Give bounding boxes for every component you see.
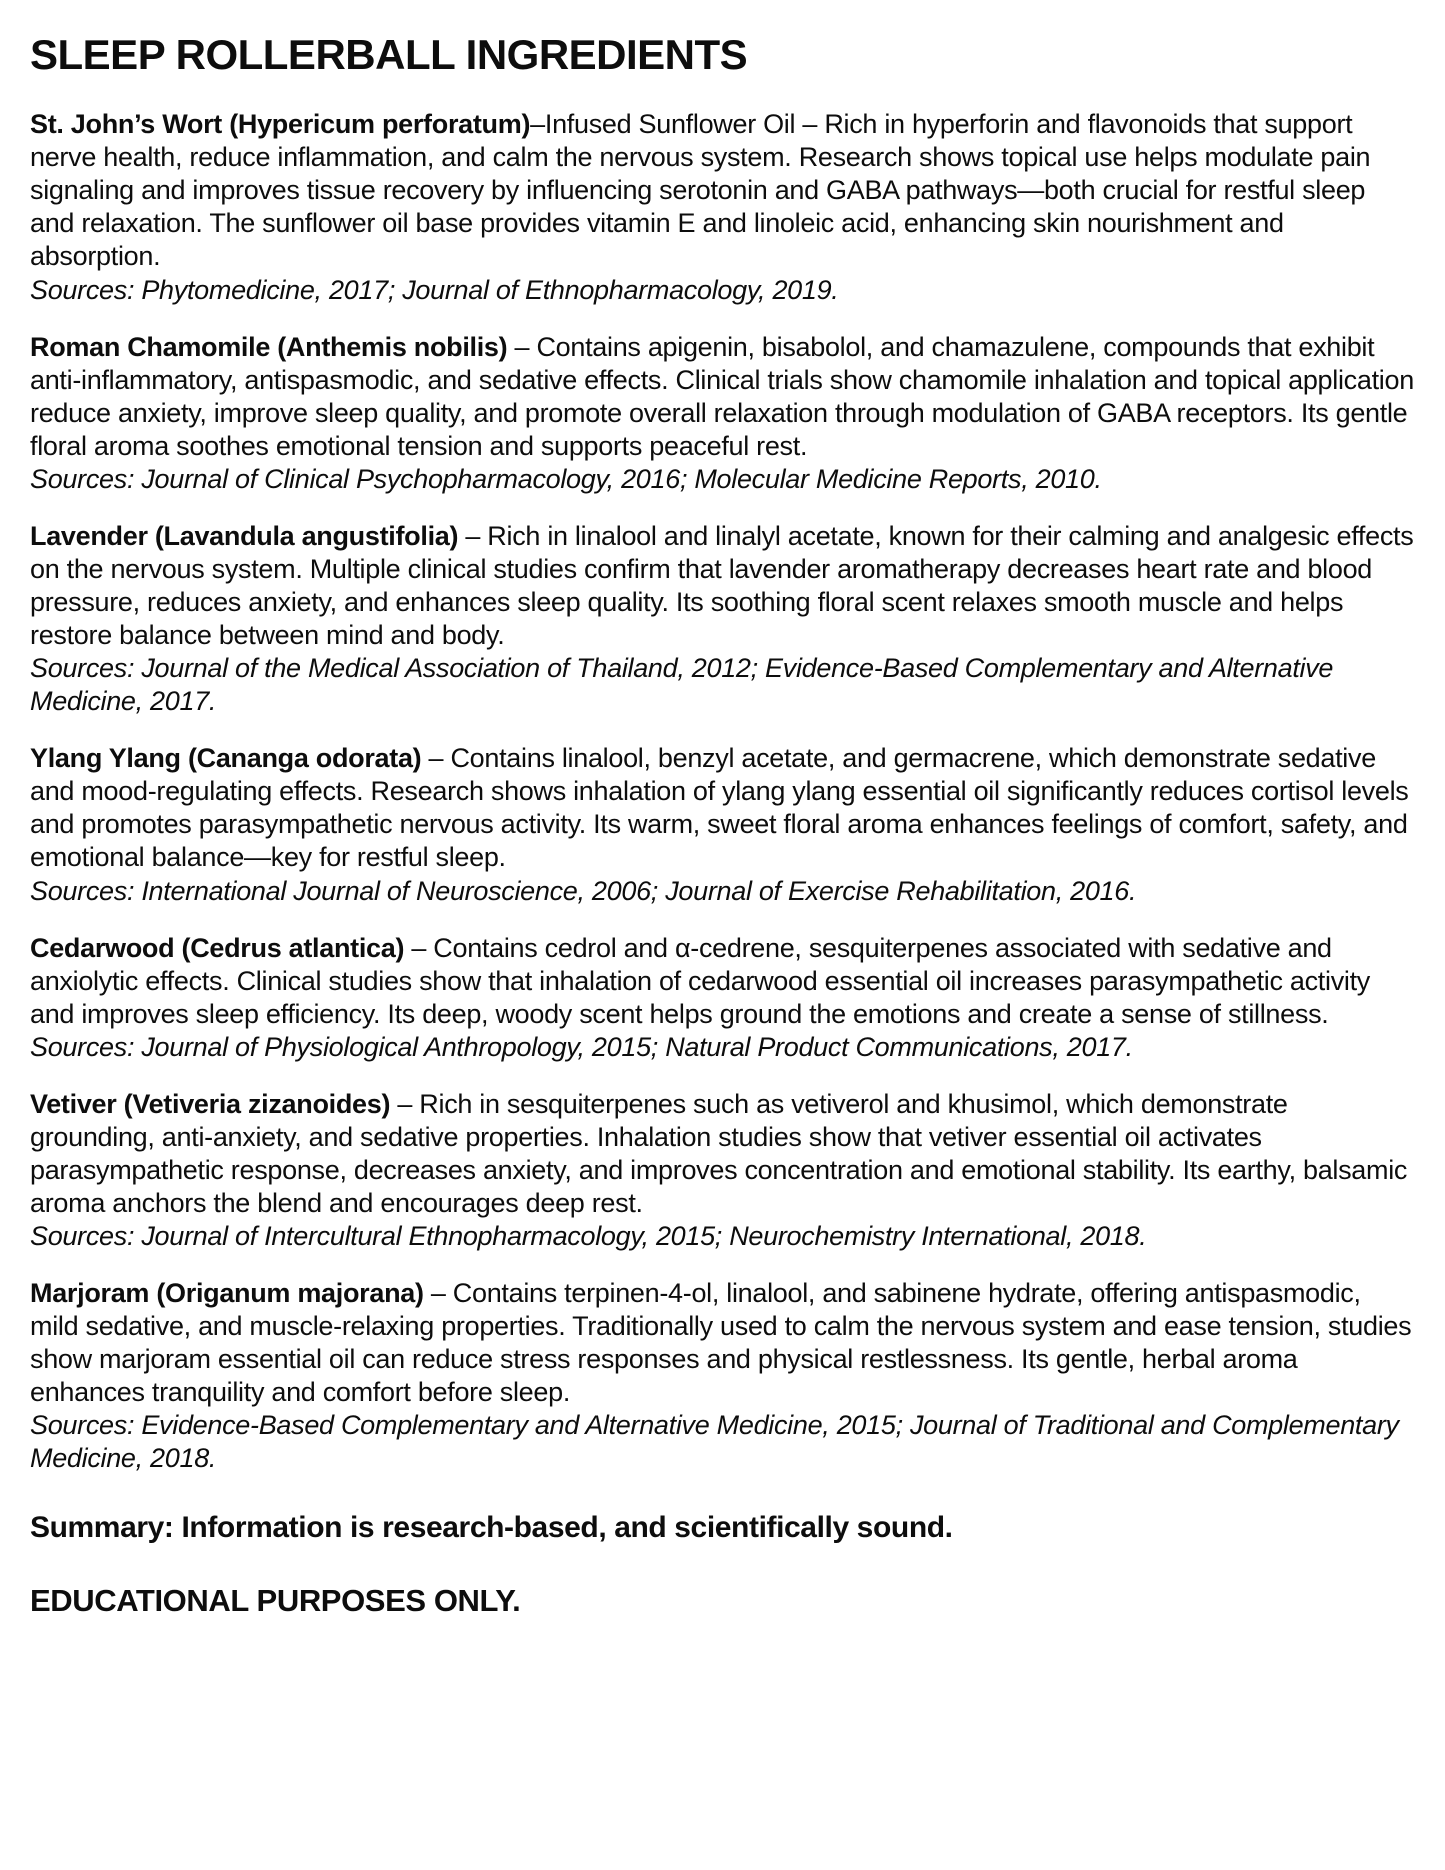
- ingredient-sources: Sources: Journal of the Medical Association of Thailand, 2012; Evidence-Based Complementary and Alternative Medicine, 2017.: [30, 653, 1334, 717]
- summary-statement: Summary: Information is research-based, and scientifically sound.: [30, 1510, 953, 1544]
- ingredient-sources: Sources: International Journal of Neuroscience, 2006; Journal of Exercise Rehabilitation, 2016.: [30, 875, 1137, 906]
- ingredient-section-marjoram: [30, 1277, 1415, 1475]
- ingredient-sources: Sources: Journal of Intercultural Ethnopharmacology, 2015; Neurochemistry International, 2018.: [30, 1221, 1147, 1252]
- ingredient-sources: Sources: Evidence-Based Complementary and Alternative Medicine, 2015; Journal of Traditional and Complementary Medicine, 2018.: [30, 1410, 1399, 1474]
- ingredient-paragraph: [30, 331, 1415, 463]
- ingredient-description: – Contains apigenin, bisabolol, and chamazulene, compounds that exhibit anti-inflammatory, antispasmodic, and sedative effects. Clinical trials show chamomile inhalation and topical application reduce anxiety, improve sleep quality, and promote overall relaxation through modulation of GABA receptors. Its gentle floral aroma soothes emotional tension and supports peaceful rest.: [30, 331, 1414, 461]
- ingredient-paragraph: [30, 932, 1415, 1031]
- ingredient-name: Lavender (Lavandula angustifolia): [30, 520, 459, 551]
- disclaimer-statement: EDUCATIONAL PURPOSES ONLY.: [30, 1582, 521, 1618]
- ingredient-paragraph: [30, 108, 1415, 273]
- ingredient-name: Roman Chamomile (Anthemis nobilis): [30, 331, 508, 362]
- ingredient-paragraph: [30, 742, 1415, 874]
- ingredient-section-vetiver: [30, 1088, 1415, 1253]
- ingredient-description: – Rich in linalool and linalyl acetate, known for their calming and analgesic effects on the nervous system. Multiple clinical studies confirm that lavender aromatherapy decreases heart rate and blood pressure, reduces anxiety, and enhances sleep quality. Its soothing floral scent relaxes smooth muscle and helps restore balance between mind and body.: [30, 520, 1414, 651]
- ingredient-section-cedarwood: [30, 932, 1415, 1064]
- ingredient-paragraph: [30, 1277, 1415, 1409]
- ingredient-name: Ylang Ylang (Cananga odorata): [30, 743, 422, 774]
- ingredient-description: – Contains cedrol and α-cedrene, sesquiterpenes associated with sedative and anxiolytic effects. Clinical studies show that inhalation of cedarwood essential oil increases parasympathetic activity and improves sleep efficiency. Its deep, woody scent helps ground the emotions and create a sense of stillness.: [30, 932, 1370, 1029]
- ingredient-section-ylang-ylang: [30, 742, 1415, 907]
- ingredient-description: – Contains terpinen-4-ol, linalool, and sabinene hydrate, offering antispasmodic, mild sedative, and muscle-relaxing properties. Traditionally used to calm the nervous system and ease tension, studies show marjoram essential oil can reduce stress responses and physical restlessness. Its gentle, herbal aroma enhances tranquility and comfort before sleep.: [30, 1278, 1412, 1408]
- ingredient-sources: Sources: Journal of Clinical Psychopharmacology, 2016; Molecular Medicine Reports, 2010.: [30, 463, 1102, 494]
- ingredient-name: Cedarwood (Cedrus atlantica): [30, 932, 405, 963]
- ingredient-sources: Sources: Phytomedicine, 2017; Journal of Ethnopharmacology, 2019.: [30, 274, 839, 305]
- ingredient-description: –Infused Sunflower Oil – Rich in hyperforin and flavonoids that support nerve health, reduce inflammation, and calm the nervous system. Research shows topical use helps modulate pain signaling and improves tissue recovery by influencing serotonin and GABA pathways—both crucial for restful sleep and relaxation. The sunflower oil base provides vitamin E and linoleic acid, enhancing skin nourishment and absorption.: [30, 109, 1371, 272]
- ingredient-name: St. John’s Wort (Hypericum perforatum): [30, 109, 531, 140]
- ingredient-name: Vetiver (Vetiveria zizanoides): [30, 1088, 391, 1119]
- ingredient-name: Marjoram (Origanum majorana): [30, 1278, 424, 1309]
- ingredient-section-roman-chamomile: [30, 331, 1415, 496]
- page-title: SLEEP ROLLERBALL INGREDIENTS: [30, 31, 748, 78]
- ingredient-section-lavender: [30, 520, 1415, 718]
- ingredient-sources: Sources: Journal of Physiological Anthropology, 2015; Natural Product Communications, 2017.: [30, 1031, 1133, 1062]
- ingredient-section-st-johns-wort: [30, 108, 1415, 306]
- ingredient-description: – Rich in sesquiterpenes such as vetiverol and khusimol, which demonstrate grounding, anti-anxiety, and sedative properties. Inhalation studies show that vetiver essential oil activates parasympathetic response, decreases anxiety, and improves concentration and emotional stability. Its earthy, balsamic aroma anchors the blend and encourages deep rest.: [30, 1088, 1408, 1218]
- ingredient-description: – Contains linalool, benzyl acetate, and germacrene, which demonstrate sedative and mood-regulating effects. Research shows inhalation of ylang ylang essential oil significantly reduces cortisol levels and promotes parasympathetic nervous activity. Its warm, sweet floral aroma enhances feelings of comfort, safety, and emotional balance—key for restful sleep.: [30, 743, 1409, 873]
- ingredient-paragraph: [30, 520, 1415, 652]
- ingredient-paragraph: [30, 1088, 1415, 1220]
